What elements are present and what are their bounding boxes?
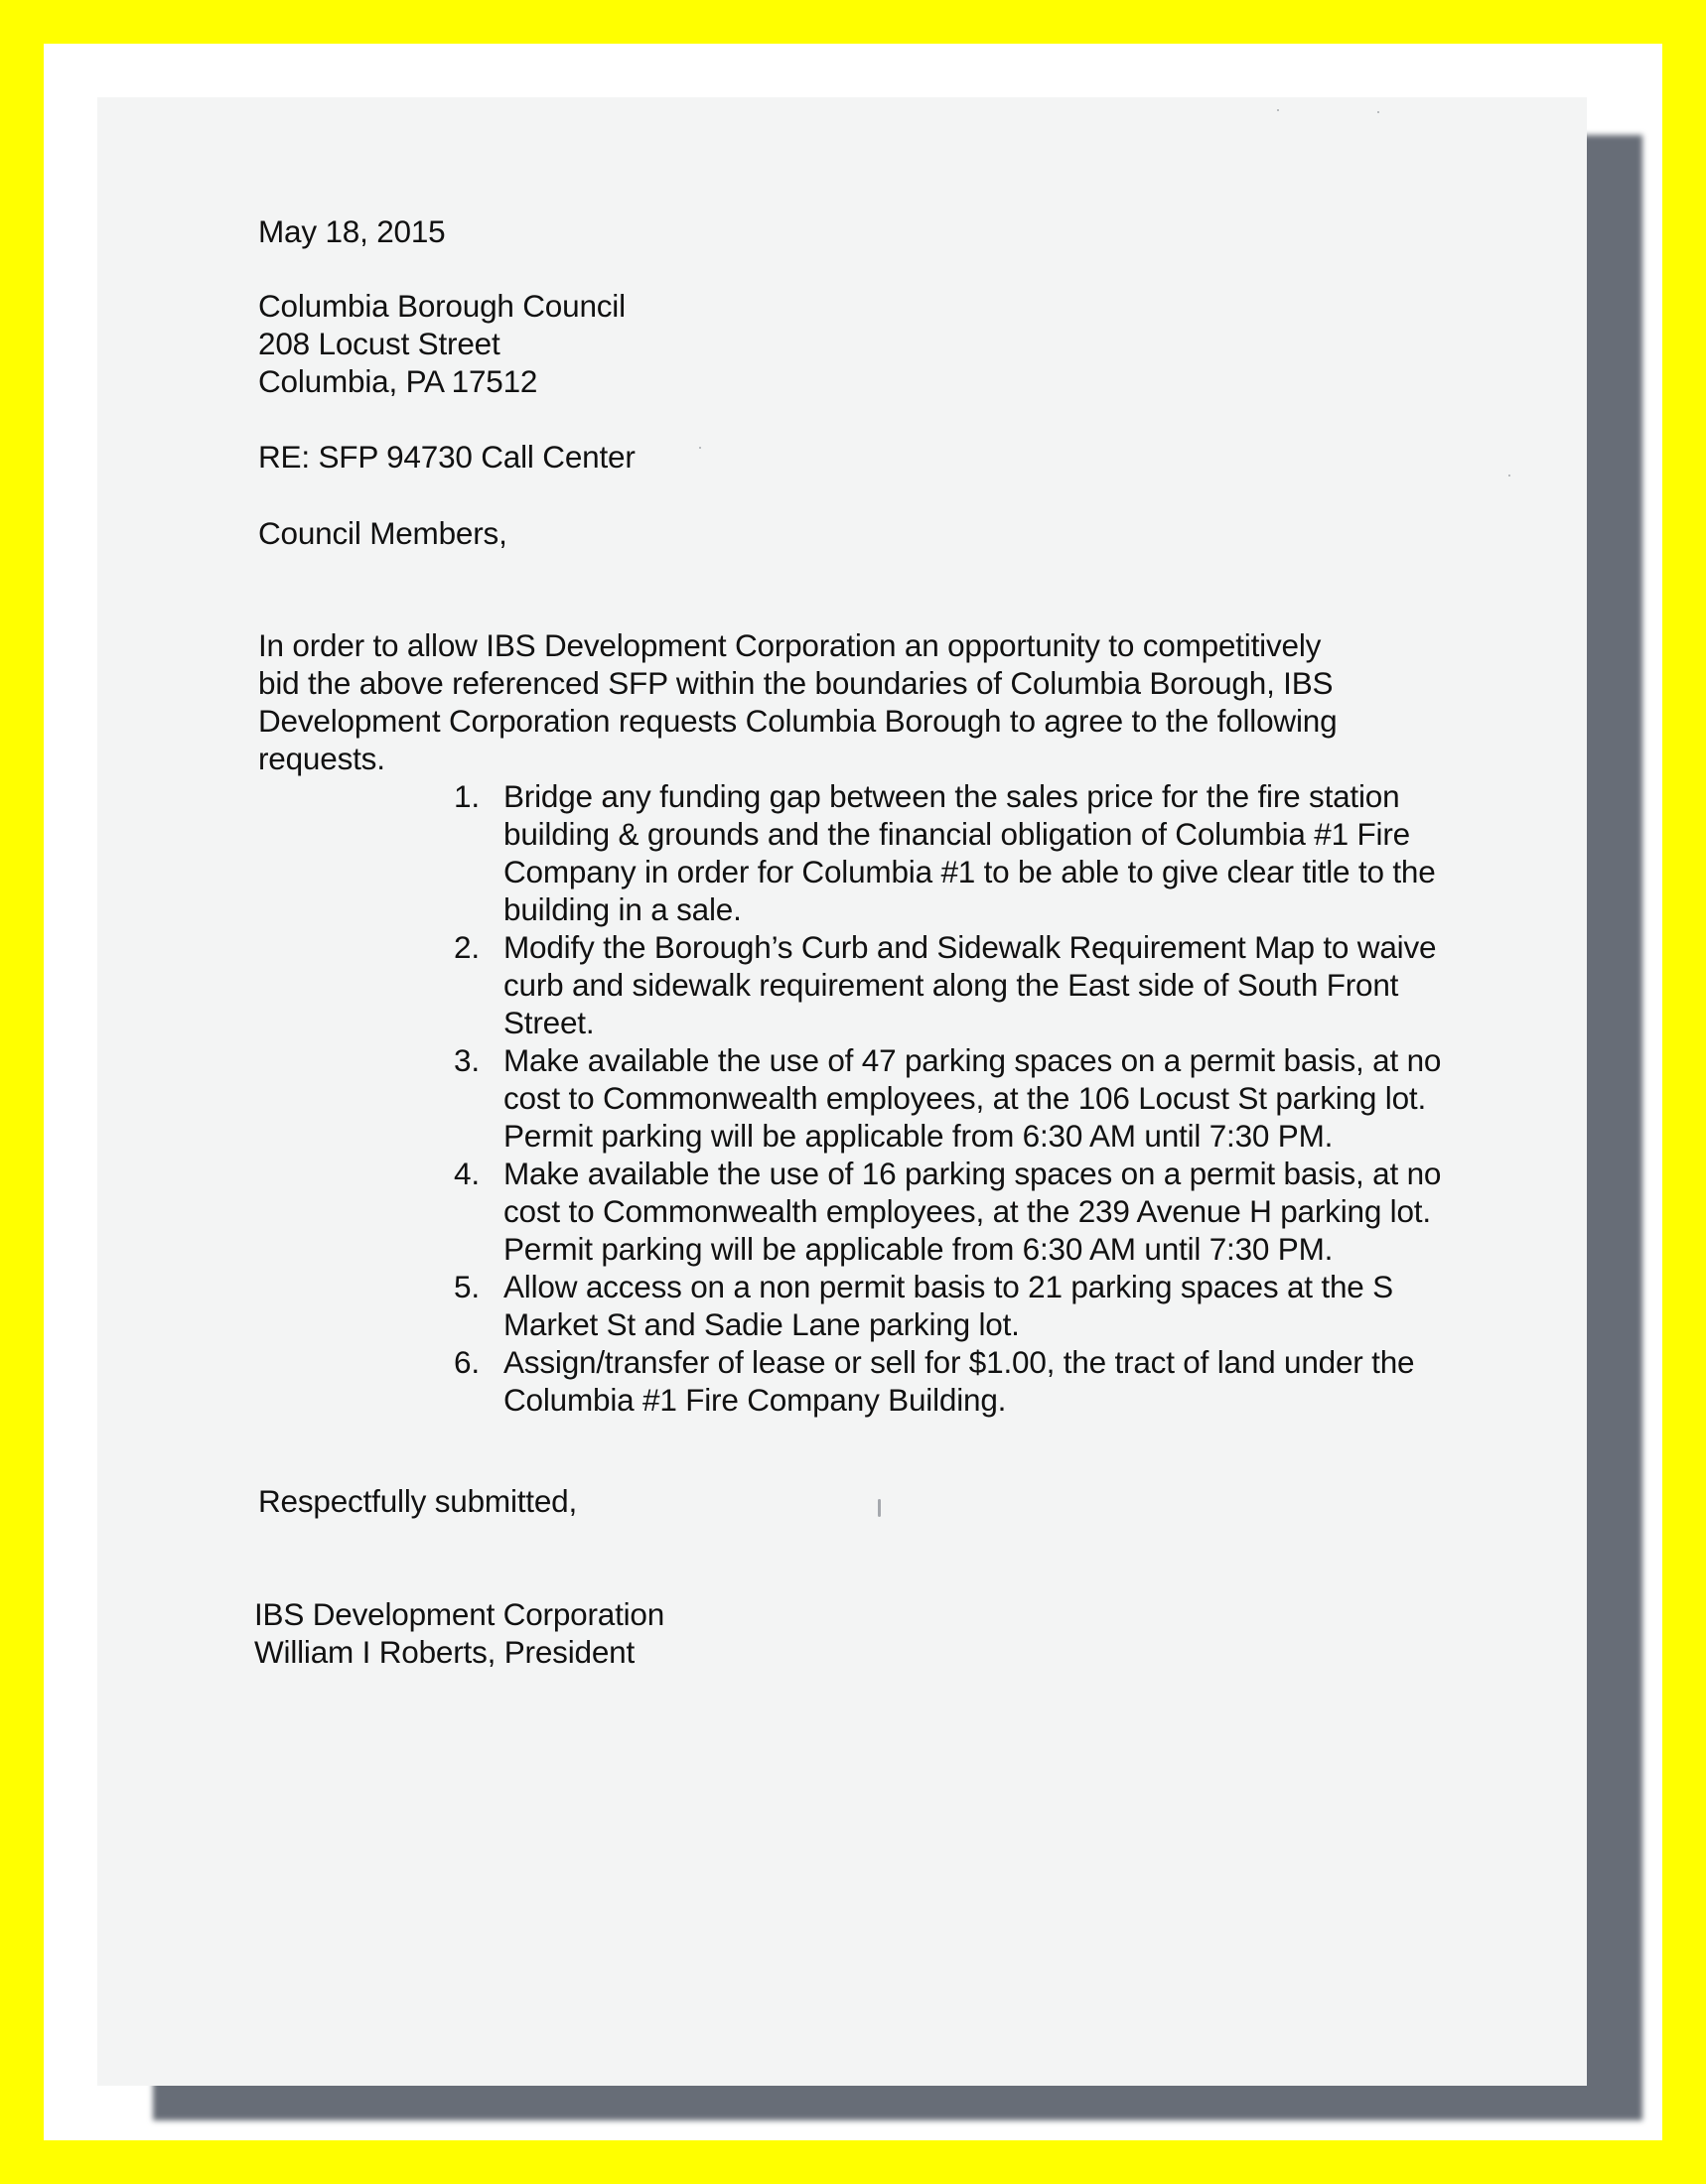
scanned-letter-page [97, 97, 1587, 2086]
request-line: Modify the Borough’s Curb and Sidewalk Requirement Map to waive [503, 929, 1437, 965]
recipient-name: Columbia Borough Council [258, 288, 626, 324]
signature-company: IBS Development Corporation [254, 1596, 665, 1632]
request-line: Company in order for Columbia #1 to be able to give clear title to the [503, 854, 1436, 889]
request-item [355, 928, 1441, 1041]
request-number: 4. [454, 1156, 480, 1191]
request-item [355, 777, 1441, 928]
request-line: Make available the use of 47 parking spaces on a permit basis, at no [503, 1042, 1442, 1078]
request-line: building in a sale. [503, 891, 742, 927]
request-item [355, 1343, 1441, 1419]
request-line: Columbia #1 Fire Company Building. [503, 1382, 1007, 1418]
request-line: Street. [503, 1005, 595, 1040]
request-line: Permit parking will be applicable from 6:30 AM until 7:30 PM. [503, 1231, 1334, 1267]
recipient-address [258, 287, 626, 400]
request-item [355, 1041, 1441, 1155]
intro-line: bid the above referenced SFP within the boundaries of Columbia Borough, IBS [258, 665, 1334, 701]
request-line: Make available the use of 16 parking spaces on a permit basis, at no [503, 1156, 1442, 1191]
intro-line: In order to allow IBS Development Corporation an opportunity to competitively [258, 627, 1322, 663]
signature-signer: William I Roberts, President [254, 1634, 636, 1670]
intro-line: Development Corporation requests Columbia Borough to agree to the following [258, 703, 1338, 739]
scan-speck [878, 1499, 881, 1517]
salutation: Council Members, [258, 515, 507, 551]
scan-speck [1508, 475, 1510, 477]
request-number: 2. [454, 929, 480, 965]
closing: Respectfully submitted, [258, 1483, 578, 1519]
intro-line: requests. [258, 741, 385, 776]
request-line: Allow access on a non permit basis to 21 parking spaces at the S [503, 1269, 1393, 1304]
request-number: 1. [454, 778, 480, 814]
request-line: curb and sidewalk requirement along the East side of South Front [503, 967, 1399, 1003]
request-number: 6. [454, 1344, 480, 1380]
request-line: Permit parking will be applicable from 6:30 AM until 7:30 PM. [503, 1118, 1334, 1154]
request-number: 3. [454, 1042, 480, 1078]
recipient-street: 208 Locust Street [258, 326, 500, 361]
request-line: cost to Commonwealth employees, at the 106 Locust St parking lot. [503, 1080, 1427, 1116]
intro-paragraph [258, 626, 1529, 777]
scan-speck [699, 447, 701, 449]
request-line: building & grounds and the financial obligation of Columbia #1 Fire [503, 816, 1410, 852]
recipient-city: Columbia, PA 17512 [258, 363, 538, 399]
request-list [355, 777, 1441, 1419]
request-number: 5. [454, 1269, 480, 1304]
request-line: Bridge any funding gap between the sales price for the fire station [503, 778, 1400, 814]
request-item [355, 1155, 1441, 1268]
request-line: cost to Commonwealth employees, at the 239 Avenue H parking lot. [503, 1193, 1431, 1229]
request-line: Assign/transfer of lease or sell for $1.00, the tract of land under the [503, 1344, 1415, 1380]
subject-line: RE: SFP 94730 Call Center [258, 439, 636, 475]
request-line: Market St and Sadie Lane parking lot. [503, 1306, 1020, 1342]
scan-speck [1277, 109, 1279, 111]
signature-block [254, 1595, 664, 1671]
request-item [355, 1268, 1441, 1343]
letter-date: May 18, 2015 [258, 213, 446, 249]
scan-speck [1377, 111, 1379, 113]
